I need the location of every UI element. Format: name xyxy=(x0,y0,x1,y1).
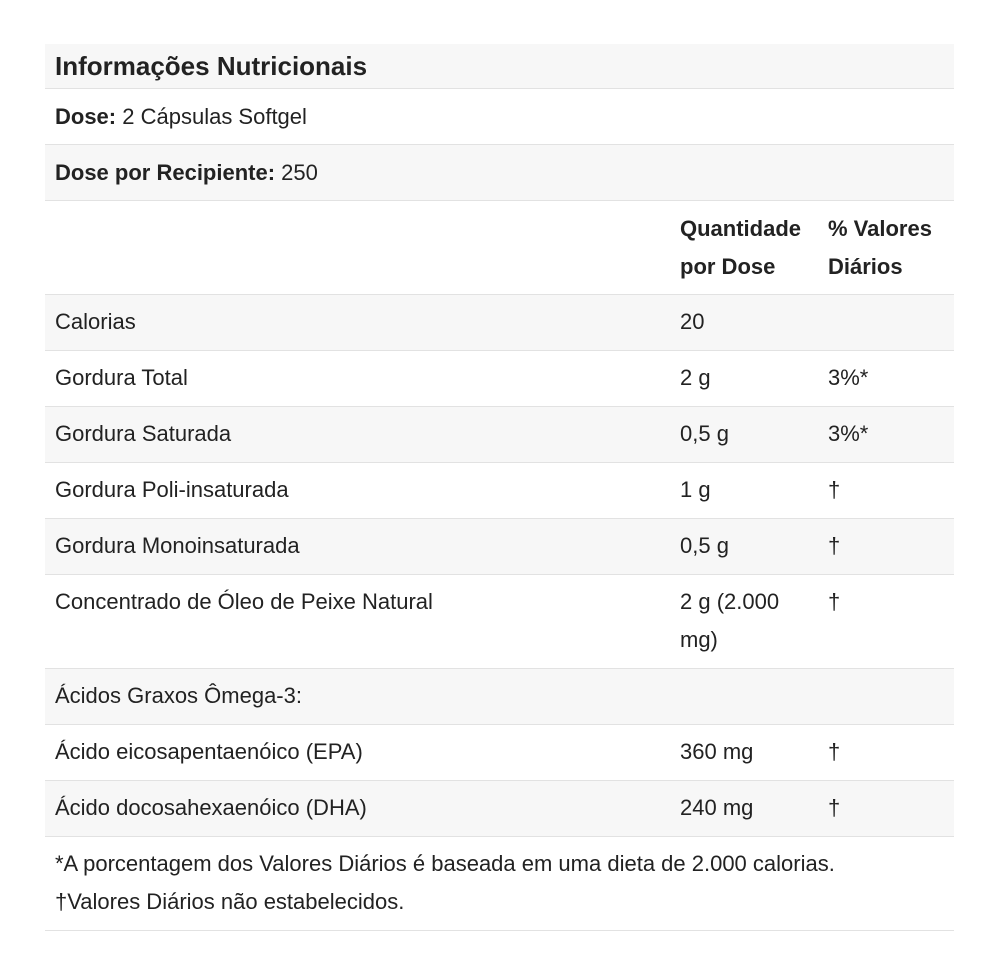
nutrient-amount: 2 g (2.000 mg) xyxy=(680,589,780,652)
servings-label: Dose por Recipiente: xyxy=(55,160,276,185)
header-daily-value: % Valores Diários xyxy=(828,216,932,279)
nutrient-daily-value: † xyxy=(828,589,841,614)
nutrient-amount: 0,5 g xyxy=(680,421,729,446)
footnotes xyxy=(45,837,954,931)
nutrient-amount: 1 g xyxy=(680,477,711,502)
nutrient-amount: 2 g xyxy=(680,365,711,390)
table-title: Informações Nutricionais xyxy=(45,44,954,89)
nutrient-name: Ácido eicosapentaenóico (EPA) xyxy=(55,739,363,764)
nutrient-amount: 360 mg xyxy=(680,739,754,764)
nutrient-name: Ácido docosahexaenóico (DHA) xyxy=(55,795,367,820)
table-row xyxy=(45,575,954,669)
nutrient-amount: 0,5 g xyxy=(680,533,729,558)
table-row xyxy=(45,351,954,407)
nutrient-amount: 240 mg xyxy=(680,795,754,820)
nutrient-name: Calorias xyxy=(55,309,136,334)
nutrient-amount: 20 xyxy=(680,309,705,334)
nutrient-daily-value: † xyxy=(828,533,841,558)
table-row xyxy=(45,407,954,463)
nutrient-daily-value: † xyxy=(828,477,841,502)
nutrient-daily-value: 3%* xyxy=(828,421,869,446)
dose-value: 2 Cápsulas Softgel xyxy=(122,104,307,129)
header-amount: Quantidade por Dose xyxy=(680,216,802,279)
nutrient-name: Gordura Monoinsaturada xyxy=(55,533,300,558)
dose-row xyxy=(45,89,954,145)
nutrient-daily-value: † xyxy=(828,795,841,820)
table-row xyxy=(45,781,954,837)
nutrition-facts-table xyxy=(45,44,954,931)
footnote-not-established: †Valores Diários não estabelecidos. xyxy=(55,889,405,914)
servings-value: 250 xyxy=(281,160,318,185)
servings-row xyxy=(45,145,954,201)
column-header-row xyxy=(45,201,954,295)
nutrient-name: Gordura Poli-insaturada xyxy=(55,477,289,502)
nutrient-name: Ácidos Graxos Ômega-3: xyxy=(55,683,302,708)
nutrient-daily-value: 3%* xyxy=(828,365,869,390)
table-row xyxy=(45,463,954,519)
table-row xyxy=(45,519,954,575)
footnote-daily-value: *A porcentagem dos Valores Diários é baseada em uma dieta de 2.000 calorias. xyxy=(55,851,835,876)
dose-label: Dose: xyxy=(55,104,117,129)
nutrient-daily-value: † xyxy=(828,739,841,764)
table-row xyxy=(45,669,954,725)
table-row xyxy=(45,725,954,781)
nutrient-name: Gordura Saturada xyxy=(55,421,232,446)
table-row xyxy=(45,295,954,351)
nutrient-name: Gordura Total xyxy=(55,365,188,390)
nutrient-name: Concentrado de Óleo de Peixe Natural xyxy=(55,589,433,614)
